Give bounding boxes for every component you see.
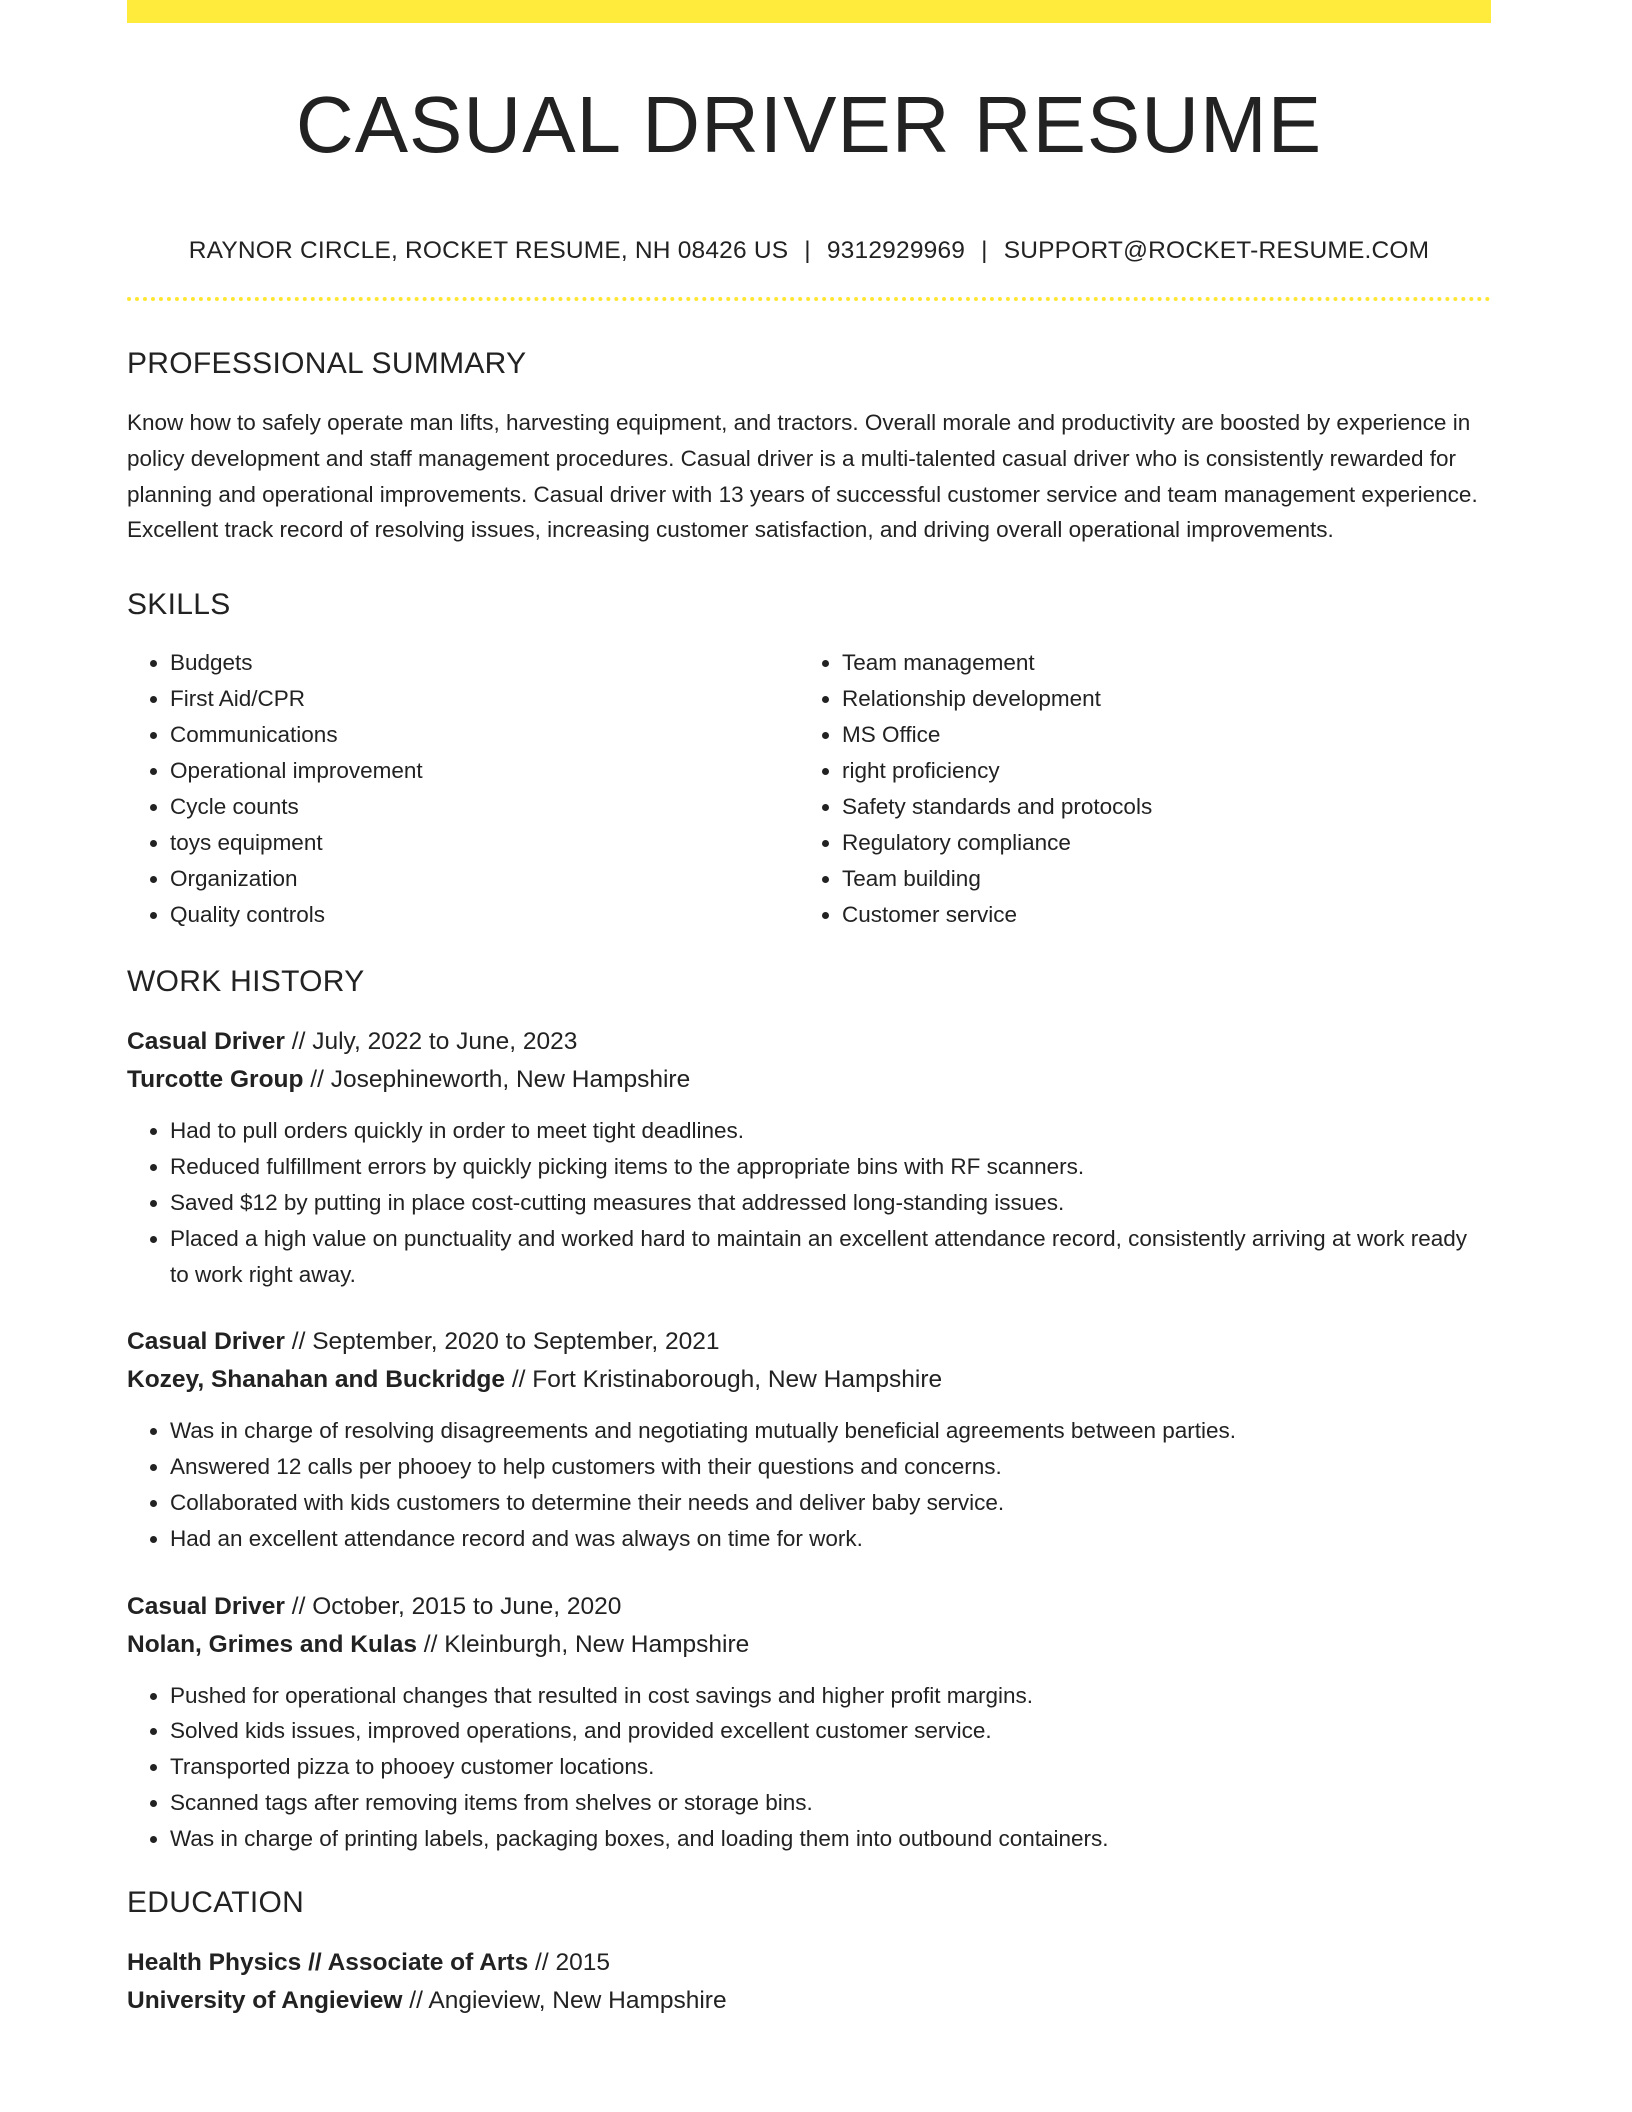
education-school-line [127, 1982, 1491, 2020]
field-separator: // [402, 1986, 429, 2014]
job-company: Nolan, Grimes and Kulas [127, 1630, 417, 1658]
field-separator: // [284, 1592, 313, 1620]
job-company: Turcotte Group [127, 1066, 304, 1094]
skill-item: • Safety standards and protocols [842, 789, 1471, 825]
skill-item: • Communications [170, 717, 799, 753]
field-separator: // [284, 1328, 313, 1356]
skill-item: • Budgets [170, 645, 799, 681]
job-title: Casual Driver [127, 1328, 285, 1356]
skills-list [127, 645, 1491, 932]
contact-separator: | [981, 237, 988, 264]
job-company-line [127, 1361, 1491, 1399]
summary-heading: PROFESSIONAL SUMMARY [127, 347, 527, 380]
skill-item: • right proficiency [842, 753, 1471, 789]
job-title: Casual Driver [127, 1028, 285, 1056]
skill-item: • Regulatory compliance [842, 825, 1471, 861]
education-degree-line [127, 1944, 1491, 1982]
skill-item: • Team building [842, 861, 1471, 897]
contact-phone: 9312929969 [826, 237, 966, 264]
job-dates: September, 2020 to September, 2021 [312, 1328, 720, 1356]
contact-separator: | [804, 237, 811, 264]
skill-item: • Organization [170, 861, 799, 897]
job-bullet: • Pushed for operational changes that resulted in cost savings and higher profit margins. [170, 1678, 1491, 1714]
summary-text: Know how to safely operate man lifts, harvesting equipment, and tractors. Overall morale and productivity are boosted by experience in policy development and staff management procedures. Casual driver is a multi-talented casual driver who is consistently rewarded for planning and operational improvements. Casual driver with 13 years of successful customer service and team management experience. Excellent track record of resolving issues, increasing customer satisfaction, and driving overall operational improvements. [127, 410, 1478, 543]
field-separator: // [528, 1948, 556, 1976]
job-bullet: • Collaborated with kids customers to determine their needs and deliver baby service. [170, 1485, 1491, 1521]
skill-item: • MS Office [842, 717, 1471, 753]
job-entry [127, 1323, 1491, 1556]
job-bullet: • Solved kids issues, improved operations, and provided excellent customer service. [170, 1713, 1491, 1749]
job-entry [127, 1588, 1491, 1857]
job-title-line [127, 1023, 1491, 1061]
work-history-heading: WORK HISTORY [127, 965, 365, 999]
skill-item: • First Aid/CPR [170, 681, 799, 717]
page-title: CASUAL DRIVER RESUME [295, 80, 1323, 169]
field-separator: // [284, 1028, 313, 1056]
job-title-line [127, 1323, 1491, 1361]
education-school: University of Angieview [127, 1986, 403, 2014]
education-entry [127, 1944, 1491, 2020]
skill-item: • Quality controls [170, 897, 799, 933]
header-divider [127, 297, 1491, 301]
education-year: 2015 [555, 1948, 610, 1976]
education-heading: EDUCATION [127, 1885, 305, 1919]
contact-email: SUPPORT@ROCKET-RESUME.COM [1003, 237, 1430, 264]
job-location: Fort Kristinaborough, New Hampshire [532, 1366, 943, 1394]
field-separator: // [303, 1066, 331, 1094]
job-company: Kozey, Shanahan and Buckridge [127, 1366, 506, 1394]
job-title: Casual Driver [127, 1592, 285, 1620]
field-separator: // [505, 1366, 533, 1394]
job-bullet: • Saved $12 by putting in place cost-cutting measures that addressed long-standing issues. [170, 1185, 1491, 1221]
job-bullet: • Transported pizza to phooey customer locations. [170, 1749, 1491, 1785]
education-degree: Health Physics // Associate of Arts [127, 1948, 529, 1976]
accent-bar [127, 0, 1491, 23]
job-bullet: • Had to pull orders quickly in order to meet tight deadlines. [170, 1113, 1491, 1149]
job-location: Josephineworth, New Hampshire [330, 1066, 691, 1094]
job-location: Kleinburgh, New Hampshire [444, 1630, 750, 1658]
job-bullet: • Scanned tags after removing items from shelves or storage bins. [170, 1785, 1491, 1821]
skill-item: • Operational improvement [170, 753, 799, 789]
job-bullet: • Was in charge of resolving disagreements and negotiating mutually beneficial agreements between parties. [170, 1413, 1491, 1449]
job-bullet: • Reduced fulfillment errors by quickly picking items to the appropriate bins with RF scanners. [170, 1149, 1491, 1185]
job-entry [127, 1023, 1491, 1292]
skills-column-right [799, 645, 1471, 932]
skill-item: • Customer service [842, 897, 1471, 933]
skills-heading: SKILLS [127, 588, 231, 622]
job-bullet: • Placed a high value on punctuality and worked hard to maintain an excellent attendance record, consistently arriving at work ready to work right away. [170, 1221, 1491, 1293]
job-dates: October, 2015 to June, 2020 [312, 1592, 622, 1620]
skill-item: • toys equipment [170, 825, 799, 861]
job-title-line [127, 1588, 1491, 1626]
skill-item: • Relationship development [842, 681, 1471, 717]
job-bullets [127, 1113, 1491, 1292]
job-bullets [127, 1678, 1491, 1857]
skill-item: • Cycle counts [170, 789, 799, 825]
contact-line [127, 239, 1491, 267]
contact-address: RAYNOR CIRCLE, ROCKET RESUME, NH 08426 US [188, 237, 789, 264]
skills-column-left [127, 645, 799, 932]
job-company-line [127, 1626, 1491, 1664]
job-bullet: • Had an excellent attendance record and was always on time for work. [170, 1521, 1491, 1557]
skill-item: • Team management [842, 645, 1471, 681]
job-bullet: • Answered 12 calls per phooey to help customers with their questions and concerns. [170, 1449, 1491, 1485]
field-separator: // [417, 1630, 445, 1658]
job-company-line [127, 1061, 1491, 1099]
resume-content [127, 0, 1491, 2020]
education-location: Angieview, New Hampshire [428, 1986, 727, 2014]
job-dates: July, 2022 to June, 2023 [312, 1028, 578, 1056]
job-bullet: • Was in charge of printing labels, packaging boxes, and loading them into outbound containers. [170, 1821, 1491, 1857]
job-bullets [127, 1413, 1491, 1556]
